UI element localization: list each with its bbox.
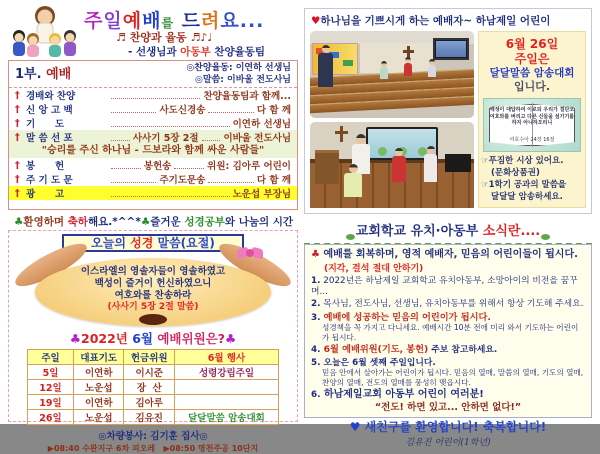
tree-icon <box>554 225 566 240</box>
committee-title: ♣2022년 6월 예배위원은?♣ <box>69 331 237 346</box>
jesus-children-clipart <box>8 4 82 58</box>
kid-figure <box>404 57 412 76</box>
dotted-leader <box>111 189 230 197</box>
club-icon: ♣ <box>140 216 151 228</box>
dotted-leader <box>111 161 141 169</box>
welcome-note: ♣환영하며 축하해요.*^^* <box>14 216 141 228</box>
book-verse-reference: 여호수아 24장 16절 <box>509 137 555 144</box>
cross-icon: † <box>15 131 20 143</box>
pickup-schedule: ▶08:40 수완지구 6차 피오레 ▶08:50 명천주공 10단지 <box>47 444 259 453</box>
note-line: 달달달 암송하세요. <box>491 192 563 203</box>
puppy-verse-clipart <box>17 254 289 326</box>
dotted-leader <box>174 161 204 169</box>
worship-section-header <box>9 61 297 88</box>
subtitle-team: - 선생님과 아동부 찬양율동팀 <box>128 46 266 58</box>
bush-icon <box>346 234 355 240</box>
note-line: (문화상품권) <box>491 168 540 179</box>
news-item: 4. 6월 예배위원(기도, 봉헌) 주보 참고하세요. <box>311 344 498 356</box>
contest-notes <box>481 156 583 204</box>
page-title: 주일예배를 드려요... <box>84 10 265 32</box>
photo-news-section <box>304 8 592 214</box>
message-leader: ◎말씀: 이바울 전도사님 <box>195 74 291 85</box>
bush-icon <box>541 234 550 240</box>
cross-icon: † <box>15 117 20 129</box>
dotted-leader <box>111 133 130 141</box>
right-section-content <box>310 31 586 208</box>
bible-study-note: ♣즐거운 성경공부와 나눔의 시간 <box>140 216 294 228</box>
worship-row-announcement: † 광 고 노운섭 부장님 <box>9 186 297 200</box>
kid-figure <box>424 146 437 182</box>
left-column <box>8 4 298 453</box>
right-section-header: ♥하나님을 기쁘시게 하는 예배자~ 하남제일 어린이 <box>311 15 551 27</box>
table-row: 5일 이연하 이시준 성령강림주일 <box>28 365 279 380</box>
recitation-photo <box>310 122 474 209</box>
worship-row-sermon: † 말 씀 선 포 사사기 5장 2절 이바울 전도사님 <box>9 130 297 144</box>
club-icon: ♣ <box>224 331 237 346</box>
praise-leader: ◎찬양율동: 이연하 선생님 <box>186 63 291 73</box>
worship-leaders <box>186 63 291 86</box>
teacher-figure <box>318 45 333 87</box>
chapel-photo <box>310 31 474 118</box>
cross-icon: † <box>15 89 20 101</box>
news-item: 1. 2022년은 하남제일 교회학교 유치아동부, 소망아이의 비전을 꿈꾸며... <box>311 276 578 297</box>
news-section-title: 교회학교 유치·아동부 소식란.... <box>304 220 592 245</box>
verse-title-box: 오늘의 성경 말씀(요절) <box>62 234 244 252</box>
photo-column <box>310 31 474 208</box>
club-icon: ♣ <box>311 249 324 260</box>
news-item-sub: 성경책을 꼭 가지고 다니세요. 예배시간 10분 전에 미리 와서 기도하는 어린이가 됩시다. <box>322 323 579 342</box>
dotted-leader <box>111 175 156 183</box>
dotted-leader <box>111 91 200 99</box>
note-line: ☞1학기 공과의 말씀을 <box>481 180 567 191</box>
kid-figure <box>380 61 388 79</box>
news-intro-sub: (지각, 결석 절대 안하기) <box>324 264 424 274</box>
subtitle-praise-motion: ♬ 찬양과 율동 ♬♪♩ <box>116 31 213 44</box>
vehicle-service-note: ◎차량봉사: 김기훈 집사◎ <box>98 431 208 442</box>
recitation-promo-panel <box>478 31 586 208</box>
worship-row: † 봉 헌 봉헌송 위원: 김아루 어린이 <box>15 159 291 173</box>
cross-icon: † <box>15 173 20 185</box>
verse-reference: (사사기 5장 2절 말씀) <box>107 301 199 312</box>
newcomer-name: 김유진 어린이(1학년) <box>405 437 491 448</box>
dotted-leader <box>208 105 253 113</box>
kid-figure <box>392 148 406 182</box>
club-icon: ♣ <box>69 331 81 346</box>
verse-and-committee-section <box>8 230 298 453</box>
cross-icon: † <box>15 103 20 115</box>
tv-screen <box>433 38 469 60</box>
table-header-row: 주일 대표기도 헌금위원 6월 행사 <box>28 350 279 365</box>
dotted-leader <box>111 119 230 127</box>
recitation-contest-notice: 6월 26일 주일은 달달말씀 암송대회 입니다. <box>489 37 575 94</box>
section-title: 1부. 예배 <box>15 67 72 82</box>
news-item: 6. 하남제일교회 아동부 어린이 여러분! “전도! 하면 있고... 안하면 없다!” <box>311 389 585 413</box>
dotted-leader <box>208 175 253 183</box>
table-row: 12일 노운섭 장 산 <box>28 380 279 395</box>
table-row: 26일 노운섭 김유진 달달말씀 암송대회 <box>28 410 279 425</box>
worship-order-section <box>8 60 298 210</box>
heart-icon: ♥ <box>311 15 321 27</box>
worship-footer-line <box>8 214 298 229</box>
open-bible-clipart <box>483 98 581 153</box>
monitor <box>445 154 471 172</box>
pink-bow-icon <box>237 246 263 260</box>
news-item: 3. 예배에 성공하는 믿음의 어린이가 됩시다. 성경책을 꼭 가지고 다니세요. 예배시간 10분 전에 미리 와서 기도하는 어린이가 됩시다. <box>311 312 585 343</box>
worship-row: † 기 도 이연하 선생님 <box>15 117 291 131</box>
worship-row: † 주 기 도 문 주기도문송 다 함 께 <box>15 173 292 187</box>
news-item: 5. 오늘은 6월 셋째 주일입니다. 믿음 안에서 살아가는 어린이가 됩시다. 믿음의 열매, 말씀의 열매, 기도의 열매, 찬양의 열매, 전도의 열매를 풍성히 맺읍시다. <box>311 357 584 387</box>
worship-row: † 신 앙 고 백 사도신경송 다 함 께 <box>15 103 292 117</box>
podium <box>315 150 339 184</box>
evangelism-slogan: “전도! 하면 있고... 안하면 없다!” <box>374 402 522 414</box>
newcomer-welcome: ♥ 새친구를 환영합니다! 축복합니다! <box>349 419 547 434</box>
cross-icon <box>340 126 343 142</box>
dotted-leader <box>202 133 221 141</box>
tree-icon <box>330 225 342 240</box>
back-wall <box>360 43 434 73</box>
kid-figure <box>428 59 436 77</box>
dotted-leader <box>111 105 156 113</box>
table-row: 19일 이연하 김아루 <box>28 395 279 410</box>
bulletin-header <box>8 4 298 58</box>
puppy-nose <box>139 314 167 325</box>
news-item-sub: 믿음 안에서 살아가는 어린이가 됩시다. 믿음의 열매, 말씀의 열매, 기도의 열매, 찬양의 열매, 전도의 열매를 풍성히 맺읍시다. <box>322 368 584 387</box>
note-line: ☞푸짐한 시상 있어요. <box>481 156 564 167</box>
news-intro: ♣ 예배를 회복하며, 영적 예배자, 믿음의 어린이들이 됩시다. <box>311 249 578 260</box>
memory-verse: 이스라엘의 영솔자들이 영솔하였고 백성이 즐거이 헌신하였으니 여호와를 찬송하라 (사사기 5장 2절 말씀) <box>17 266 289 313</box>
sermon-title: "승리를 주신 하나님 - 드보라와 함께 싸운 사람들" <box>9 144 297 158</box>
cross-icon: † <box>15 187 20 199</box>
news-item: 2. 목사님, 전도사님, 선생님, 유치아동부를 위해서 항상 기도해 주세요. <box>311 299 584 310</box>
news-section <box>304 244 592 448</box>
kid-figure <box>344 164 362 197</box>
cross-icon: † <box>15 159 20 171</box>
club-icon: ♣ <box>14 216 24 228</box>
committee-table <box>27 349 279 425</box>
title-part: 주 <box>84 10 104 32</box>
book-verse: 백성이 대답하여 이르되 우리가 결단코 여호와를 버리고 다른 신들을 섬기기를 하지 아니하오리니 <box>489 106 575 127</box>
worship-row: † 경배와 찬양 찬양율동팀과 함께... <box>15 89 291 103</box>
